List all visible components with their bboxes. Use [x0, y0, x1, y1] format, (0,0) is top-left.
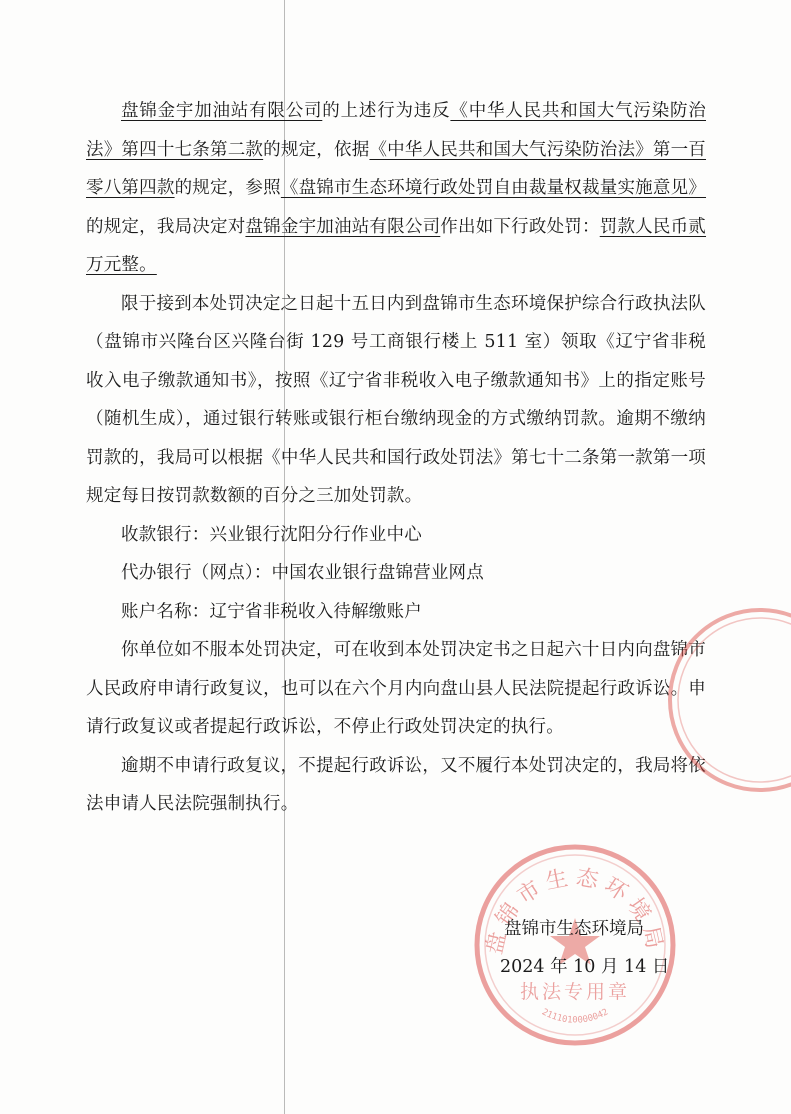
paragraph-text: 作出如下行政处罚： [440, 216, 600, 237]
violated-law-reference: 《中华人民共和国大气污染防治法》第四十七条第二款 [86, 101, 706, 160]
seal-serial: 2111010000042 [539, 1007, 611, 1026]
paragraph-penalty-decision [86, 92, 706, 285]
paragraph-payment-instructions: 限于接到本处罚决定之日起十五日内到盘锦市生态环境保护综合行政执法队（盘锦市兴隆台区兴隆台街 129 号工商银行楼上 511 室）领取《辽宁省非税收入电子缴款通知书》，按照《辽宁省非税收入电子缴款通知书》上的指定账号（随机生成），通过银行转账或银行柜台缴纳现金的方式缴纳罚款。逾期不缴纳罚款的，我局可以根据《中华人民共和国行政处罚法》第七十二条第一款第一项规定每日按罚款数额的百分之三加处罚款。 [86, 293, 706, 506]
paragraph-text: 的上述行为违反 [322, 101, 451, 121]
paragraph-text: 的规定，依据 [263, 139, 370, 160]
basis-law-reference: 《中华人民共和国大气污染防治法》第一百零八第四款 [86, 139, 707, 198]
paragraph-text: 的规定，参照 [174, 178, 281, 198]
document-body [86, 92, 706, 824]
party-name: 盘锦金宇加油站有限公司 [245, 216, 441, 237]
seal-inner-text: 执法专用章 [519, 981, 631, 1003]
receiving-bank: 收款银行：兴业银行沈阳分行作业中心 [121, 524, 422, 545]
account-name: 账户名称：辽宁省非税收入待解缴账户 [121, 601, 422, 622]
svg-text:2111010000042 [540, 1007, 610, 1025]
issue-date: 2024 年 10 月 14 日 [500, 957, 670, 977]
agent-bank: 代办银行（网点）：中国农业银行盘锦营业网点 [121, 563, 484, 583]
penalty-amount: 罚款人民币贰万元整。 [86, 216, 707, 275]
party-name: 盘锦金宇加油站有限公司 [121, 101, 323, 121]
discretion-reference: 《盘锦市生态环境行政处罚自由裁量权裁量实施意见》 [280, 178, 707, 198]
issuing-organization: 盘锦市生态环境局 [504, 919, 644, 939]
signature-block [500, 910, 700, 986]
seal-outer-text: 盘锦市生态环境局 [482, 865, 668, 957]
paragraph-enforcement: 逾期不申请行政复议，不提起行政诉讼，又不履行本处罚决定的，我局将依法申请人民法院强制执行。 [86, 755, 706, 814]
paragraph-appeal-rights: 你单位如不服本处罚决定，可在收到本处罚决定书之日起六十日内向盘锦市人民政府申请行政复议，也可以在六个月内向盘山县人民法院提起行政诉讼。申请行政复议或者提起行政诉讼，不停止行政处罚决定的执行。 [86, 640, 706, 737]
paragraph-text: 的规定，我局决定对 [86, 216, 246, 237]
